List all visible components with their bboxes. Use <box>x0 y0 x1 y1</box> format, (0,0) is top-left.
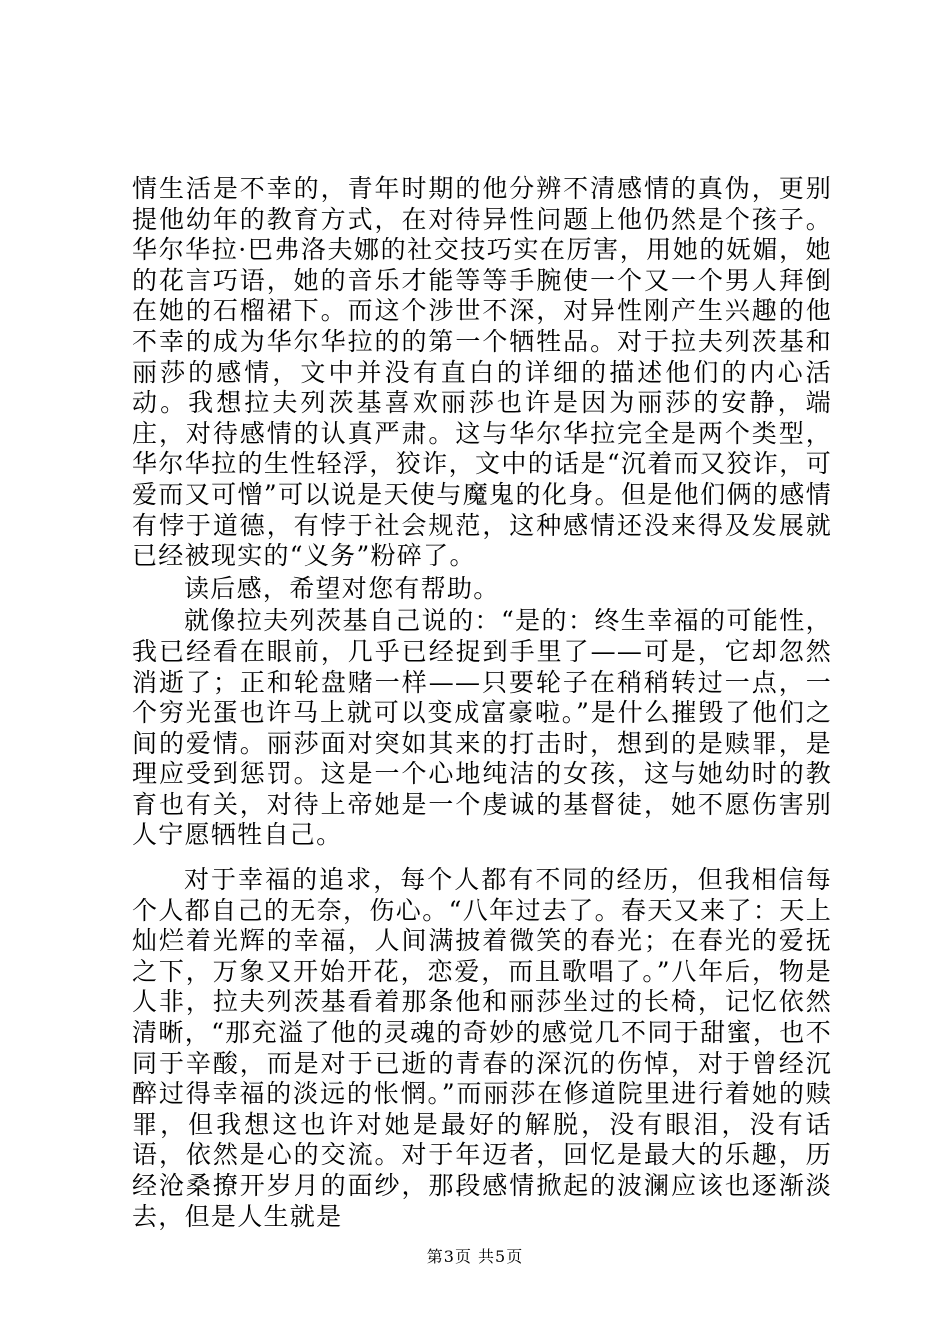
paragraph-2: 读后感，希望对您有帮助。 <box>184 573 500 603</box>
paragraph-1: 情生活是不幸的，青年时期的他分辨不清感情的真伪，更别提他幼年的教育方式，在对待异性问题上他仍然是个孩子。华尔华拉·巴弗洛夫娜的社交技巧实在厉害，用她的妩媚，她的花言巧语，她的音乐才能等等手腕使一个又一个男人拜倒在她的石榴裙下。而这个涉世不深，对异性刚产生兴趣的他不幸的成为华尔华拉的的第一个牺牲品。对于拉夫列茨基和丽莎的感情，文中并没有直白的详细的描述他们的内心活动。我想拉夫列茨基喜欢丽莎也许是因为丽莎的安静，端庄，对待感情的认真严肃。这与华尔华拉完全是两个类型，华尔华拉的生性轻浮，狡诈，文中的话是“沉着而又狡诈，可爱而又可憎”可以说是天使与魔鬼的化身。但是他们俩的感情有悖于道德，有悖于社会规范，这种感情还没来得及发展就已经被现实的“义务”粉碎了。 <box>132 174 832 571</box>
document-body <box>132 174 832 1232</box>
paragraph-3: 就像拉夫列茨基自己说的：“是的：终生幸福的可能性，我已经看在眼前，几乎已经捉到手里了——可是，它却忽然消逝了；正和轮盘赌一样——只要轮子在稍稍转过一点，一个穷光蛋也许马上就可以变成富豪啦。”是什么摧毁了他们之间的爱情。丽莎面对突如其来的打击时，想到的是赎罪，是理应受到惩罚。这是一个心地纯洁的女孩，这与她幼时的教育也有关，对待上帝她是一个虔诚的基督徒，她不愿伤害别人宁愿牺牲自己。 <box>132 606 832 850</box>
page-footer: 第3页 共5页 <box>426 1247 524 1266</box>
paragraph-4: 对于幸福的追求，每个人都有不同的经历，但我相信每个人都自己的无奈，伤心。“八年过去了。春天又来了：天上灿烂着光辉的幸福，人间满披着微笑的春光；在春光的爱抚之下，万象又开始开花，恋爱，而且歌唱了。”八年后，物是人非，拉夫列茨基看着那条他和丽莎坐过的长椅，记忆依然清晰，“那充溢了他的灵魂的奇妙的感觉几不同于甜蜜，也不同于辛酸，而是对于已逝的青春的深沉的伤悼，对于曾经沉醉过得幸福的淡远的怅惘。”而丽莎在修道院里进行着她的赎罪，但我想这也许对她是最好的解脱，没有眼泪，没有话语，依然是心的交流。对于年迈者，回忆是最大的乐趣，历经沧桑撩开岁月的面纱，那段感情掀起的波澜应该也逐渐淡去，但是人生就是 <box>132 865 832 1231</box>
